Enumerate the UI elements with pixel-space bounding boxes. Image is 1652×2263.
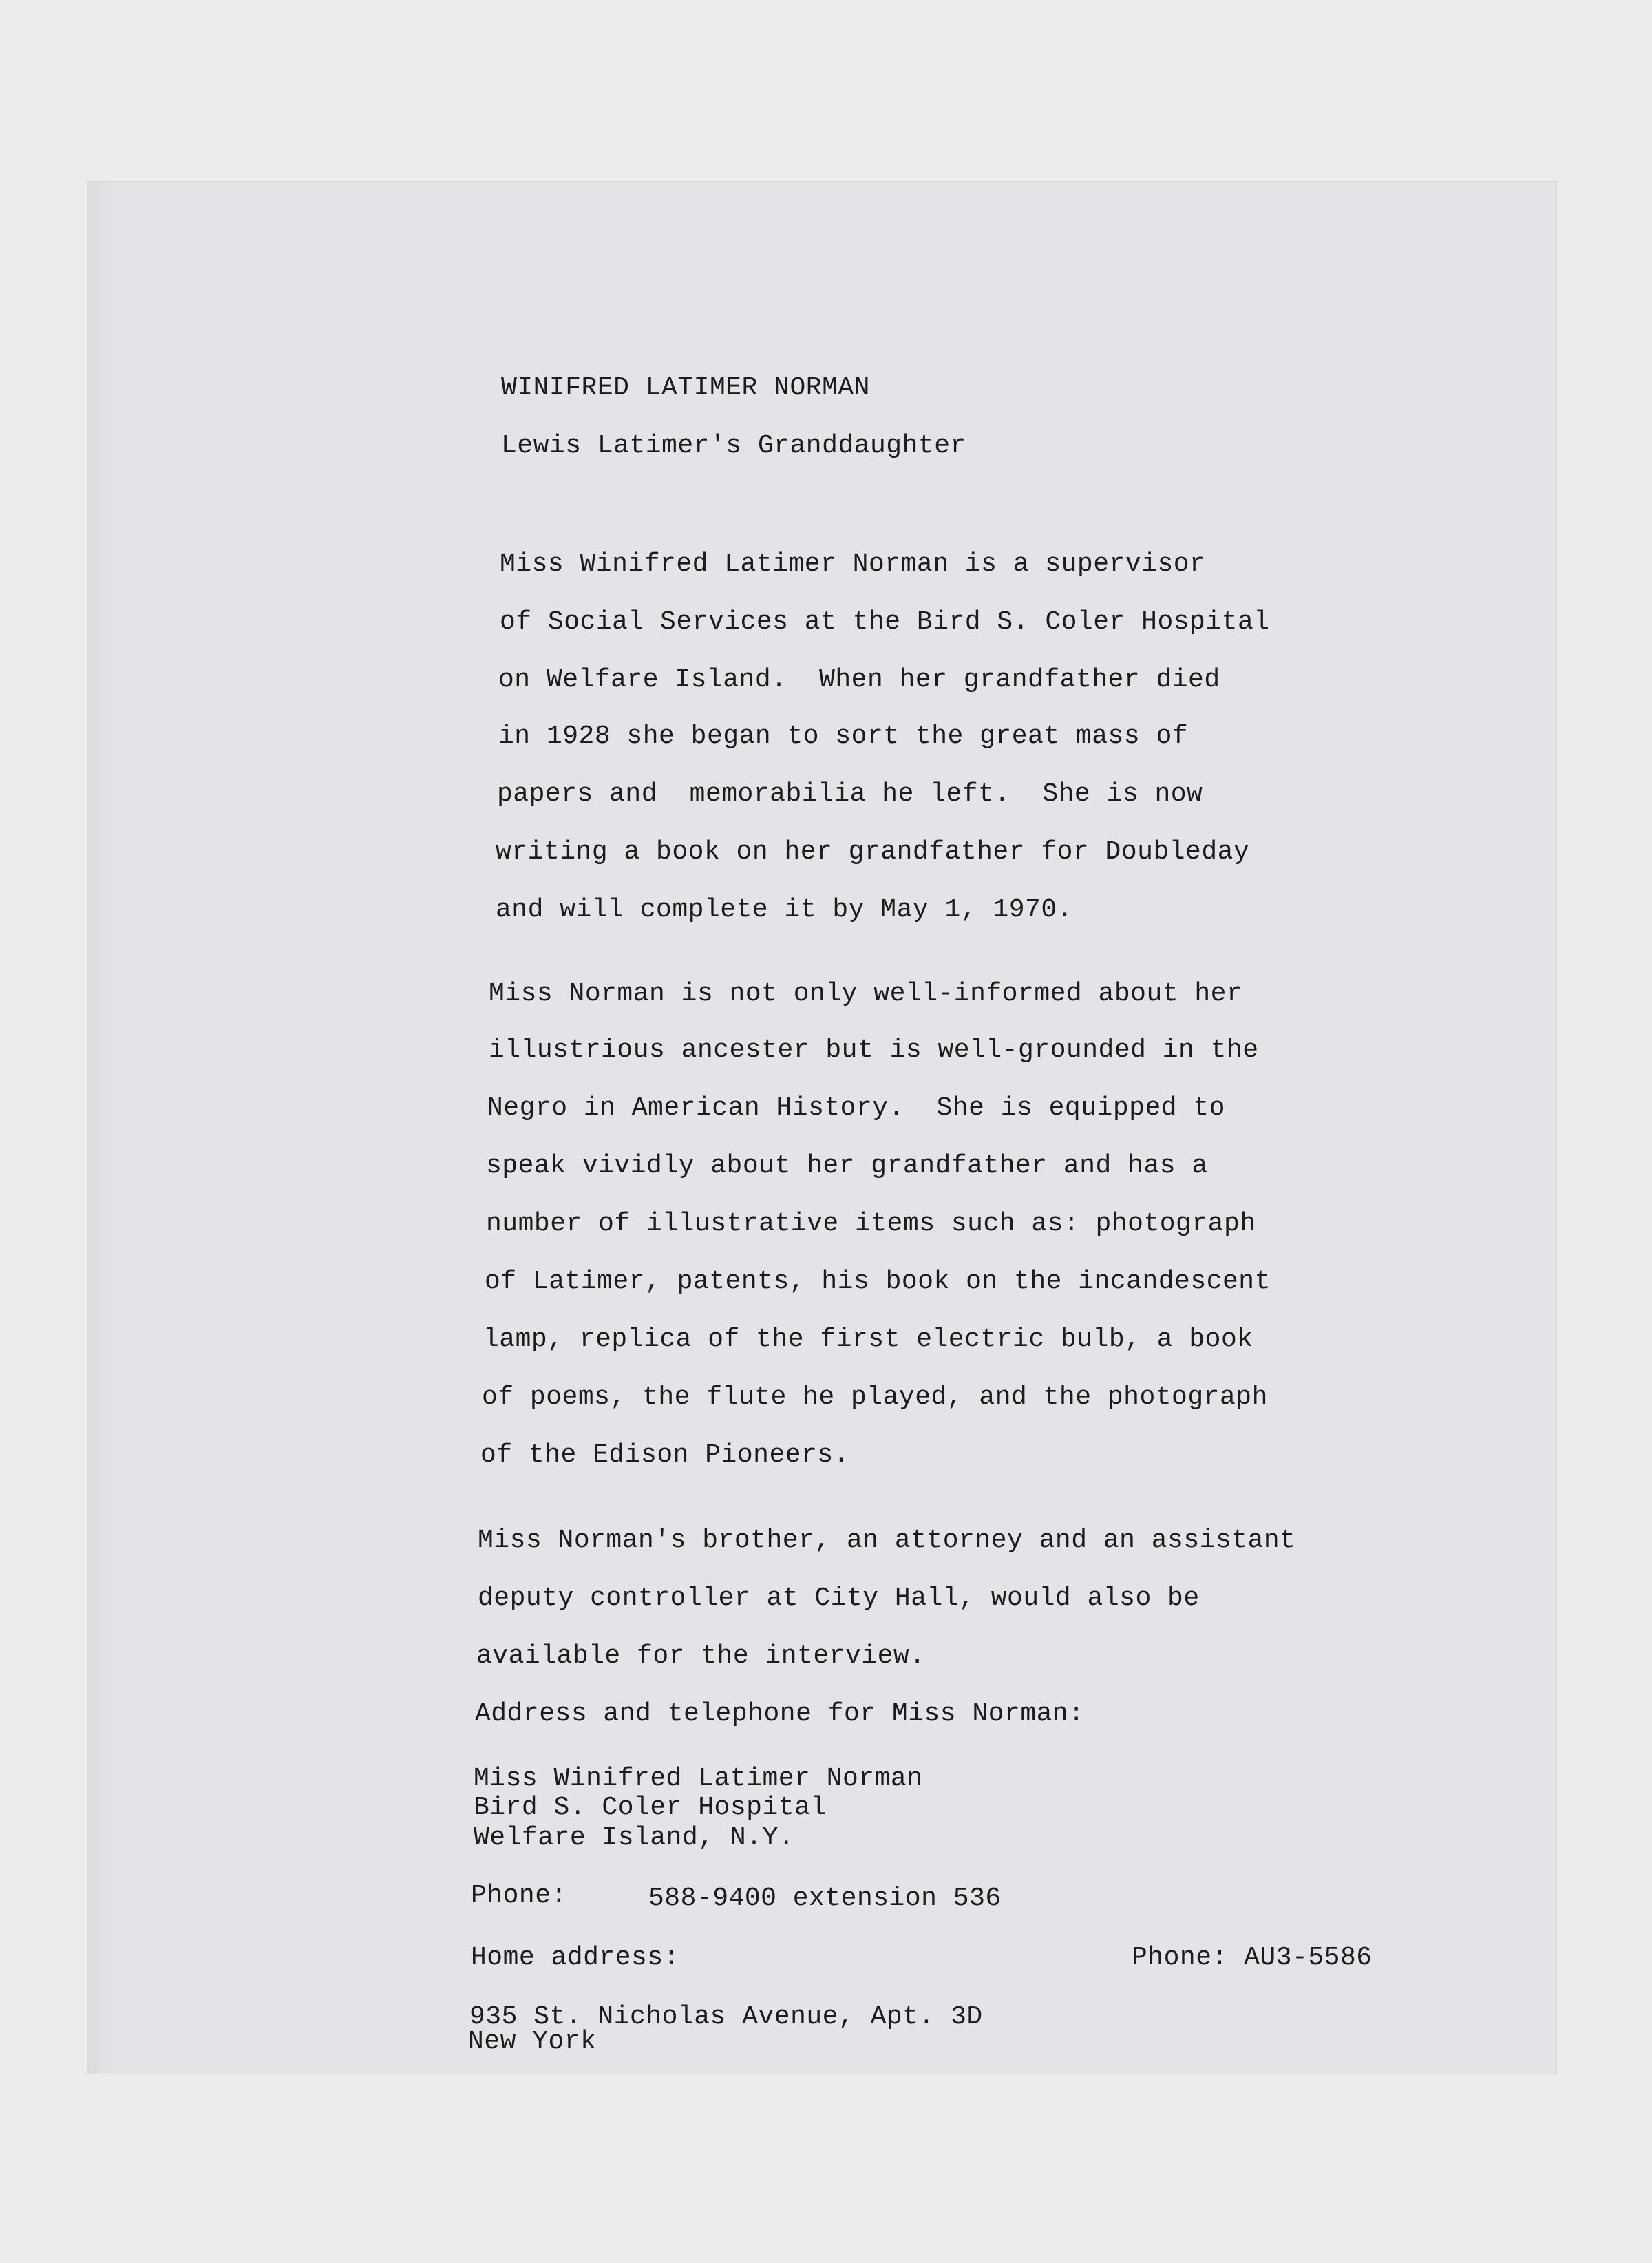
paragraph-2-line: number of illustrative items such as: photograph — [486, 1209, 1256, 1239]
paragraph-3-line: Miss Norman's brother, an attorney and an assistant — [478, 1526, 1296, 1555]
page-shadow — [87, 181, 114, 2074]
paragraph-1-line: and will complete it by May 1, 1970. — [496, 895, 1073, 925]
document-subtitle: Lewis Latimer's Granddaughter — [501, 431, 966, 461]
paragraph-3-line: available for the interview. — [476, 1641, 926, 1671]
paragraph-1-line: of Social Services at the Bird S. Coler Hospital — [500, 607, 1270, 637]
address-intro: Address and telephone for Miss Norman: — [475, 1699, 1085, 1729]
paragraph-2-line: Negro in American History. She is equipped to — [487, 1093, 1225, 1123]
paragraph-2-line: speak vividly about her grandfather and has a — [486, 1151, 1208, 1181]
paragraph-2-line: Miss Norman is not only well-informed about her — [489, 979, 1243, 1009]
address-line: Bird S. Coler Hospital — [474, 1793, 827, 1822]
phone-label: Phone: — [471, 1881, 567, 1911]
document-title: WINIFRED LATIMER NORMAN — [501, 373, 870, 403]
paragraph-2-line: of the Edison Pioneers. — [480, 1440, 849, 1470]
home-address-label: Home address: — [471, 1943, 679, 1972]
paragraph-2-line: lamp, replica of the first electric bulb, a book — [483, 1325, 1253, 1354]
paragraph-2-line: of poems, the flute he played, and the photograph — [482, 1382, 1268, 1412]
home-address-line: 935 St. Nicholas Avenue, Apt. 3D — [469, 2002, 983, 2032]
paragraph-3-line: deputy controller at City Hall, would also be — [478, 1583, 1200, 1613]
paragraph-1-line: in 1928 she began to sort the great mass of — [498, 722, 1189, 751]
home-address-line: New York — [468, 2027, 597, 2056]
address-line: Miss Winifred Latimer Norman — [474, 1764, 923, 1793]
paragraph-2-line: illustrious ancester but is well-grounded in the — [489, 1035, 1259, 1065]
paragraph-1-line: Miss Winifred Latimer Norman is a supervisor — [500, 549, 1206, 579]
address-line: Welfare Island, N.Y. — [474, 1823, 795, 1853]
phone-number: 588-9400 extension 536 — [648, 1884, 1002, 1913]
paragraph-1-line: on Welfare Island. When her grandfather died — [498, 665, 1220, 695]
paragraph-1-line: writing a book on her grandfather for Doubleday — [496, 837, 1250, 867]
paragraph-2-line: of Latimer, patents, his book on the incandescent — [485, 1267, 1271, 1296]
paragraph-1-line: papers and memorabilia he left. She is now — [497, 779, 1203, 809]
home-phone: Phone: AU3-5586 — [1132, 1943, 1373, 1972]
